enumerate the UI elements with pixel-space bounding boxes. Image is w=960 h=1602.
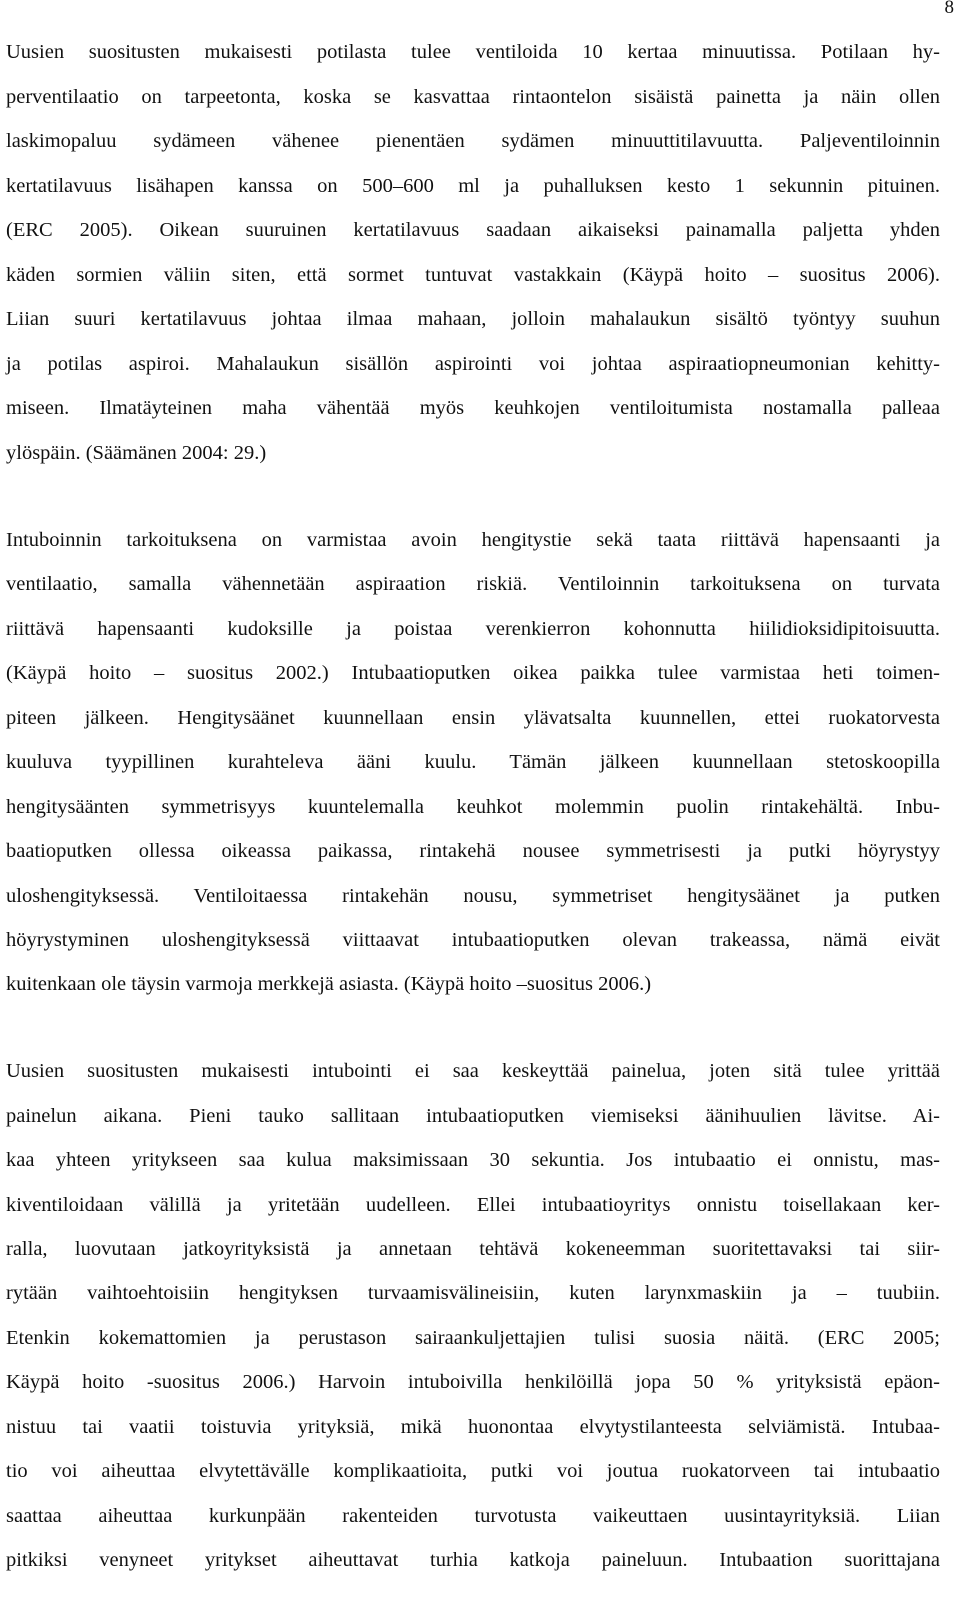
text-line: käden sormien väliin siten, että sormet tuntuvat vastakkain (Käypä hoito – suositus 2006). bbox=[6, 264, 940, 286]
text-line: saattaa aiheuttaa kurkunpään rakenteiden turvotusta vaikeuttaen uusintayrityksiä. Liian bbox=[6, 1505, 940, 1527]
text-line: pitkiksi venyneet yritykset aiheuttavat turhia katkoja paineluun. Intubaation suorittajana bbox=[6, 1549, 940, 1571]
text-line: nistuu tai vaatii toistuvia yrityksiä, mikä huonontaa elvytystilanteesta selviämistä. Intubaa- bbox=[6, 1416, 940, 1438]
text-line: ylöspäin. (Säämänen 2004: 29.) bbox=[6, 442, 267, 464]
text-line: (Käypä hoito – suositus 2002.) Intubaatioputken oikea paikka tulee varmistaa heti toimen- bbox=[6, 662, 940, 684]
text-line: uloshengityksessä. Ventiloitaessa rintakehän nousu, symmetriset hengitysäänet ja putken bbox=[6, 885, 940, 907]
page-number: 8 bbox=[944, 0, 954, 18]
text-line: riittävä hapensaanti kudoksille ja poistaa verenkierron kohonnutta hiilidioksidipitoisuutta. bbox=[6, 618, 940, 640]
text-line: kaa yhteen yritykseen saa kulua maksimissaan 30 sekuntia. Jos intubaatio ei onnistu, mas- bbox=[6, 1149, 940, 1171]
text-line: miseen. Ilmatäyteinen maha vähentää myös keuhkojen ventiloitumista nostamalla palleaa bbox=[6, 397, 940, 419]
text-line: rytään vaihtoehtoisiin hengityksen turvaamisvälineisiin, kuten larynxmaskiin ja – tuubiin. bbox=[6, 1282, 940, 1304]
text-line: ventilaatio, samalla vähennetään aspiraation riskiä. Ventiloinnin tarkoituksena on turvata bbox=[6, 573, 940, 595]
text-line: kertatilavuus lisähapen kanssa on 500–600 ml ja puhalluksen kesto 1 sekunnin pituinen. bbox=[6, 175, 940, 197]
text-line: kiventiloidaan välillä ja yritetään uudelleen. Ellei intubaatioyritys onnistu toisellakaan ker- bbox=[6, 1194, 940, 1216]
text-line: höyrystyminen uloshengityksessä viittaavat intubaatioputken olevan trakeassa, nämä eivät bbox=[6, 929, 940, 951]
text-line: painelun aikana. Pieni tauko sallitaan intubaatioputken viemiseksi äänihuulien lävitse. Ai- bbox=[6, 1105, 940, 1127]
text-line: piteen jälkeen. Hengitysäänet kuunnellaan ensin ylävatsalta kuunnellen, ettei ruokatorvesta bbox=[6, 707, 940, 729]
text-line: tio voi aiheuttaa elvytettävälle komplikaatioita, putki voi joutua ruokatorveen tai intubaatio bbox=[6, 1460, 940, 1482]
text-line: baatioputken ollessa oikeassa paikassa, rintakehä nousee symmetrisesti ja putki höyrystyy bbox=[6, 840, 940, 862]
text-line: perventilaatio on tarpeetonta, koska se kasvattaa rintaontelon sisäistä painetta ja näin ollen bbox=[6, 86, 940, 108]
text-line: hengitysäänten symmetrisyys kuuntelemalla keuhkot molemmin puolin rintakehältä. Inbu- bbox=[6, 796, 940, 818]
text-line: ja potilas aspiroi. Mahalaukun sisällön aspirointi voi johtaa aspiraatiopneumonian kehitty- bbox=[6, 353, 940, 375]
text-line: Intuboinnin tarkoituksena on varmistaa avoin hengitystie sekä taata riittävä hapensaanti ja bbox=[6, 529, 940, 551]
text-line: Uusien suositusten mukaisesti intubointi ei saa keskeyttää painelua, joten sitä tulee yrittää bbox=[6, 1060, 940, 1082]
text-line: kuuluva tyypillinen kurahteleva ääni kuulu. Tämän jälkeen kuunnellaan stetoskoopilla bbox=[6, 751, 940, 773]
text-line: Liian suuri kertatilavuus johtaa ilmaa mahaan, jolloin mahalaukun sisältö työntyy suuhun bbox=[6, 308, 940, 330]
text-line: Uusien suositusten mukaisesti potilasta tulee ventiloida 10 kertaa minuutissa. Potilaan hy- bbox=[6, 41, 940, 63]
text-line: (ERC 2005). Oikean suuruinen kertatilavuus saadaan aikaiseksi painamalla paljetta yhden bbox=[6, 219, 940, 241]
text-line: kuitenkaan ole täysin varmoja merkkejä asiasta. (Käypä hoito –suositus 2006.) bbox=[6, 973, 652, 995]
text-line: Etenkin kokemattomien ja perustason sairaankuljettajien tulisi suosia näitä. (ERC 2005; bbox=[6, 1327, 940, 1349]
text-line: laskimopaluu sydämeen vähenee pienentäen sydämen minuuttitilavuutta. Paljeventiloinnin bbox=[6, 130, 940, 152]
text-line: ralla, luovutaan jatkoyrityksistä ja annetaan tehtävä kokeneemman suoritettavaksi tai siir- bbox=[6, 1238, 940, 1260]
text-line: Käypä hoito -suositus 2006.) Harvoin intuboivilla henkilöillä jopa 50 % yrityksistä epäon- bbox=[6, 1371, 940, 1393]
